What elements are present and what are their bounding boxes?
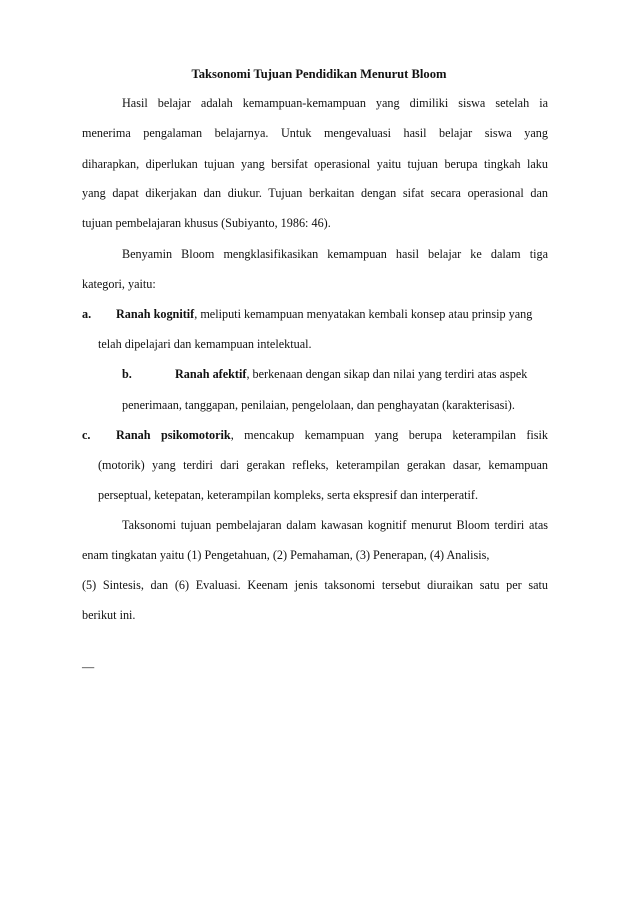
paragraph-1-line-3: diharapkan, diperlukan tujuan yang bersifat operasional yaitu tujuan berupa tingkah laku (82, 157, 548, 171)
paragraph-1-line-5: tujuan pembelajaran khusus (Subiyanto, 1986: 46). (82, 216, 331, 230)
paragraph-3-line-2: enam tingkatan yaitu (1) Pengetahuan, (2) Pemahaman, (3) Penerapan, (4) Analisis, (82, 548, 490, 562)
list-item-c-line-3: perseptual, ketepatan, keterampilan kompleks, serta ekspresif dan interperatif. (98, 488, 479, 502)
paragraph-1-line-2: menerima pengalaman belajarnya. Untuk mengevaluasi hasil belajar siswa yang (82, 126, 548, 140)
list-item-a-line-2: telah dipelajari dan kemampuan intelektual. (98, 337, 312, 351)
list-item-a-text: , meliputi kemampuan menyatakan kembali konsep atau prinsip yang (194, 307, 533, 321)
trailing-dash: — (82, 660, 95, 674)
term-afektif: Ranah afektif (175, 367, 247, 381)
paragraph-1-line-4: yang dapat dikerjakan dan diukur. Tujuan berkaitan dengan sifat secara operasional dan (82, 186, 548, 200)
list-item-b-text: , berkenaan dengan sikap dan nilai yang terdiri atas aspek (246, 367, 528, 381)
list-item-c (116, 427, 548, 443)
list-marker-a: a. (82, 307, 92, 321)
list-item-a (116, 306, 548, 322)
list-item-b (175, 366, 548, 382)
paragraph-3-line-1: Taksonomi tujuan pembelajaran dalam kawasan kognitif menurut Bloom terdiri atas (122, 518, 548, 532)
list-marker-c: c. (82, 428, 91, 442)
paragraph-3-line-4: berikut ini. (82, 608, 136, 622)
list-item-b-line-2: penerimaan, tanggapan, penilaian, pengelolaan, dan penghayatan (karakterisasi). (122, 398, 515, 412)
term-kognitif: Ranah kognitif (116, 307, 195, 321)
term-psikomotorik: Ranah psikomotorik (116, 428, 231, 442)
paragraph-2-line-1: Benyamin Bloom mengklasifikasikan kemampuan hasil belajar ke dalam tiga (122, 247, 548, 261)
paragraph-2-line-2: kategori, yaitu: (82, 277, 156, 291)
list-item-c-line-2: (motorik) yang terdiri dari gerakan refleks, keterampilan gerakan dasar, kemampuan (98, 458, 548, 472)
paragraph-3-line-3: (5) Sintesis, dan (6) Evaluasi. Keenam jenis taksonomi tersebut diuraikan satu per satu (82, 578, 548, 592)
list-marker-b: b. (122, 367, 132, 381)
paragraph-1-line-1: Hasil belajar adalah kemampuan-kemampuan yang dimiliki siswa setelah ia (122, 96, 548, 110)
page-title: Taksonomi Tujuan Pendidikan Menurut Bloom (191, 67, 447, 81)
list-item-c-text: , mencakup kemampuan yang berupa keterampilan fisik (230, 428, 549, 442)
